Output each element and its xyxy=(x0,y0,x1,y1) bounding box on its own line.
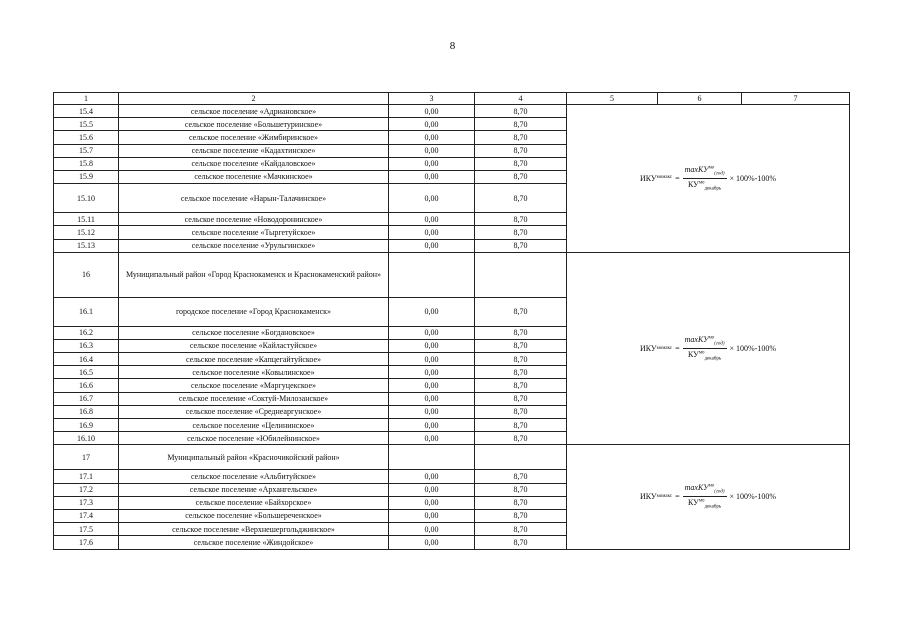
formula-numerator xyxy=(683,483,727,497)
formula-lhs-sub: макс xyxy=(662,494,673,500)
settlement-name: сельское поселение «Адриановское» xyxy=(119,105,389,118)
settlement-name: сельское поселение «Маргуцекское» xyxy=(119,379,389,392)
value-col4: 8,70 xyxy=(475,184,567,213)
table-header-row xyxy=(54,93,850,105)
settlement-name: сельское поселение «Ковылинское» xyxy=(119,366,389,379)
formula-tail: × 100%-100% xyxy=(729,492,777,502)
page-number: 8 xyxy=(449,40,456,52)
table-row xyxy=(54,445,850,470)
value-col3: 0,00 xyxy=(389,213,475,226)
formula-num-sup: мо xyxy=(708,483,715,489)
formula-num-sub: (год) xyxy=(714,341,725,347)
value-col3: 0,00 xyxy=(389,184,475,213)
value-col3: 0,00 xyxy=(389,392,475,405)
settlement-name: сельское поселение «Среднеаргунское» xyxy=(119,405,389,418)
value-col3: 0,00 xyxy=(389,226,475,239)
value-col3: 0,00 xyxy=(389,326,475,339)
value-col4: 8,70 xyxy=(475,405,567,418)
formula-den-text: КУ xyxy=(687,179,699,189)
formula-lhs: ИКУ xyxy=(639,492,657,502)
column-header: 1 xyxy=(54,93,119,105)
value-col3: 0,00 xyxy=(389,523,475,536)
formula-cell xyxy=(567,445,850,549)
value-col3: 0,00 xyxy=(389,419,475,432)
settlement-name: сельское поселение «Большереченское» xyxy=(119,509,389,522)
tariff-table xyxy=(53,92,850,550)
column-header: 6 xyxy=(658,93,742,105)
max-index-formula xyxy=(640,165,776,193)
row-number: 17.5 xyxy=(54,523,119,536)
formula-numerator xyxy=(683,165,727,179)
formula-cell xyxy=(567,105,850,253)
value-col4: 8,70 xyxy=(475,339,567,352)
column-header: 5 xyxy=(567,93,658,105)
value-col4: 8,70 xyxy=(475,239,567,252)
formula-lhs-sup: мо xyxy=(656,345,663,351)
row-number: 17 xyxy=(54,445,119,470)
column-header: 4 xyxy=(475,93,567,105)
value-col3: 0,00 xyxy=(389,353,475,366)
value-col3: 0,00 xyxy=(389,297,475,326)
settlement-name: сельское поселение «Кайдаловское» xyxy=(119,157,389,170)
row-number: 15.9 xyxy=(54,170,119,183)
settlement-name: сельское поселение «Капцегайтуйское» xyxy=(119,353,389,366)
formula-denominator xyxy=(686,497,723,510)
value-col4: 8,70 xyxy=(475,326,567,339)
formula-lhs: ИКУ xyxy=(639,173,657,183)
settlement-name: сельское поселение «Урульгинское» xyxy=(119,239,389,252)
value-col4: 8,70 xyxy=(475,170,567,183)
value-col4: 8,70 xyxy=(475,483,567,496)
row-number: 16.8 xyxy=(54,405,119,418)
settlement-name: сельское поселение «Юбилейнинское» xyxy=(119,432,389,445)
value-col3: 0,00 xyxy=(389,536,475,549)
value-col4: 8,70 xyxy=(475,131,567,144)
formula-fraction xyxy=(683,165,727,193)
column-header: 2 xyxy=(119,93,389,105)
value-col3: 0,00 xyxy=(389,496,475,509)
max-index-formula xyxy=(640,483,776,511)
settlement-name: сельское поселение «Соктуй-Милозанское» xyxy=(119,392,389,405)
value-col4: 8,70 xyxy=(475,144,567,157)
value-col4: 8,70 xyxy=(475,297,567,326)
settlement-name: сельское поселение «Верхнешергольджинское» xyxy=(119,523,389,536)
value-col4: 8,70 xyxy=(475,226,567,239)
value-col3 xyxy=(389,445,475,470)
row-number: 17.3 xyxy=(54,496,119,509)
value-col4: 8,70 xyxy=(475,536,567,549)
settlement-name: Муниципальный район «Город Краснокаменск и Краснокаменский район» xyxy=(119,252,389,297)
value-col3: 0,00 xyxy=(389,483,475,496)
settlement-name: сельское поселение «Большетуринское» xyxy=(119,118,389,131)
row-number: 16 xyxy=(54,252,119,297)
formula-numerator xyxy=(683,335,727,349)
settlement-name: сельское поселение «Жиндойское» xyxy=(119,536,389,549)
value-col3: 0,00 xyxy=(389,379,475,392)
row-number: 17.2 xyxy=(54,483,119,496)
value-col4: 8,70 xyxy=(475,432,567,445)
value-col3: 0,00 xyxy=(389,366,475,379)
row-number: 15.5 xyxy=(54,118,119,131)
row-number: 16.5 xyxy=(54,366,119,379)
row-number: 16.2 xyxy=(54,326,119,339)
settlement-name: сельское поселение «Богдановское» xyxy=(119,326,389,339)
formula-tail: × 100%-100% xyxy=(729,343,777,353)
formula-den-sub: декабрь xyxy=(704,356,722,362)
settlement-name: сельское поселение «Тыргетуйское» xyxy=(119,226,389,239)
formula-lhs-sup: мо xyxy=(656,175,663,181)
row-number: 16.9 xyxy=(54,419,119,432)
column-header: 7 xyxy=(742,93,850,105)
value-col3: 0,00 xyxy=(389,339,475,352)
row-number: 15.7 xyxy=(54,144,119,157)
value-col4: 8,70 xyxy=(475,366,567,379)
value-col4: 8,70 xyxy=(475,118,567,131)
settlement-name: сельское поселение «Кайластуйское» xyxy=(119,339,389,352)
row-number: 16.10 xyxy=(54,432,119,445)
formula-num-text: maxКУ xyxy=(684,483,709,493)
value-col4: 8,70 xyxy=(475,379,567,392)
formula-num-sup: мо xyxy=(708,335,715,341)
value-col4: 8,70 xyxy=(475,105,567,118)
value-col4 xyxy=(475,445,567,470)
settlement-name: сельское поселение «Нарын-Талачинское» xyxy=(119,184,389,213)
value-col3: 0,00 xyxy=(389,105,475,118)
settlement-name: сельское поселение «Альбитуйское» xyxy=(119,470,389,483)
value-col4: 8,70 xyxy=(475,213,567,226)
settlement-name: сельское поселение «Новодоронинское» xyxy=(119,213,389,226)
formula-tail: × 100%-100% xyxy=(729,173,777,183)
formula-num-text: maxКУ xyxy=(684,164,709,174)
row-number: 15.12 xyxy=(54,226,119,239)
table-row xyxy=(54,252,850,297)
formula-cell xyxy=(567,252,850,445)
value-col3: 0,00 xyxy=(389,144,475,157)
formula-equals: = xyxy=(675,173,680,183)
settlement-name: сельское поселение «Мачкинское» xyxy=(119,170,389,183)
row-number: 16.4 xyxy=(54,353,119,366)
settlement-name: сельское поселение «Целининское» xyxy=(119,419,389,432)
value-col3 xyxy=(389,252,475,297)
table-row xyxy=(54,105,850,118)
settlement-name: сельское поселение «Жимбиринское» xyxy=(119,131,389,144)
row-number: 16.3 xyxy=(54,339,119,352)
row-number: 16.6 xyxy=(54,379,119,392)
value-col4: 8,70 xyxy=(475,353,567,366)
formula-den-sup: мо xyxy=(698,498,705,504)
row-number: 15.6 xyxy=(54,131,119,144)
row-number: 15.13 xyxy=(54,239,119,252)
settlement-name: городское поселение «Город Краснокаменск» xyxy=(119,297,389,326)
formula-den-text: КУ xyxy=(687,350,699,360)
value-col3: 0,00 xyxy=(389,157,475,170)
column-header: 3 xyxy=(389,93,475,105)
value-col4: 8,70 xyxy=(475,496,567,509)
settlement-name: Муниципальный район «Красночикойский район» xyxy=(119,445,389,470)
formula-num-text: maxКУ xyxy=(684,334,709,344)
settlement-name: сельское поселение «Байхорское» xyxy=(119,496,389,509)
settlement-name: сельское поселение «Архангельское» xyxy=(119,483,389,496)
value-col3: 0,00 xyxy=(389,470,475,483)
formula-den-sub: декабрь xyxy=(704,505,722,511)
formula-denominator xyxy=(686,179,723,192)
formula-den-sup: мо xyxy=(698,350,705,356)
formula-den-sub: декабрь xyxy=(704,186,722,192)
value-col3: 0,00 xyxy=(389,509,475,522)
value-col4: 8,70 xyxy=(475,509,567,522)
formula-den-sup: мо xyxy=(698,180,705,186)
formula-lhs-sub: макс xyxy=(662,345,673,351)
value-col4: 8,70 xyxy=(475,419,567,432)
row-number: 15.10 xyxy=(54,184,119,213)
formula-num-sub: (год) xyxy=(714,171,725,177)
value-col4: 8,70 xyxy=(475,157,567,170)
settlement-name: сельское поселение «Кадахтинское» xyxy=(119,144,389,157)
value-col3: 0,00 xyxy=(389,432,475,445)
max-index-formula xyxy=(640,335,776,363)
value-col3: 0,00 xyxy=(389,239,475,252)
formula-denominator xyxy=(686,349,723,362)
formula-fraction xyxy=(683,483,727,511)
formula-fraction xyxy=(683,335,727,363)
value-col4 xyxy=(475,252,567,297)
row-number: 15.8 xyxy=(54,157,119,170)
formula-equals: = xyxy=(675,343,680,353)
formula-den-text: КУ xyxy=(687,498,699,508)
row-number: 17.1 xyxy=(54,470,119,483)
formula-lhs-sup: мо xyxy=(656,494,663,500)
value-col3: 0,00 xyxy=(389,118,475,131)
row-number: 16.1 xyxy=(54,297,119,326)
value-col3: 0,00 xyxy=(389,170,475,183)
value-col4: 8,70 xyxy=(475,392,567,405)
formula-equals: = xyxy=(675,492,680,502)
value-col3: 0,00 xyxy=(389,131,475,144)
row-number: 15.11 xyxy=(54,213,119,226)
row-number: 17.4 xyxy=(54,509,119,522)
row-number: 16.7 xyxy=(54,392,119,405)
value-col4: 8,70 xyxy=(475,470,567,483)
formula-num-sup: мо xyxy=(708,164,715,170)
formula-lhs: ИКУ xyxy=(639,343,657,353)
formula-lhs-sub: макс xyxy=(662,175,673,181)
value-col4: 8,70 xyxy=(475,523,567,536)
value-col3: 0,00 xyxy=(389,405,475,418)
row-number: 15.4 xyxy=(54,105,119,118)
row-number: 17.6 xyxy=(54,536,119,549)
formula-num-sub: (год) xyxy=(714,489,725,495)
